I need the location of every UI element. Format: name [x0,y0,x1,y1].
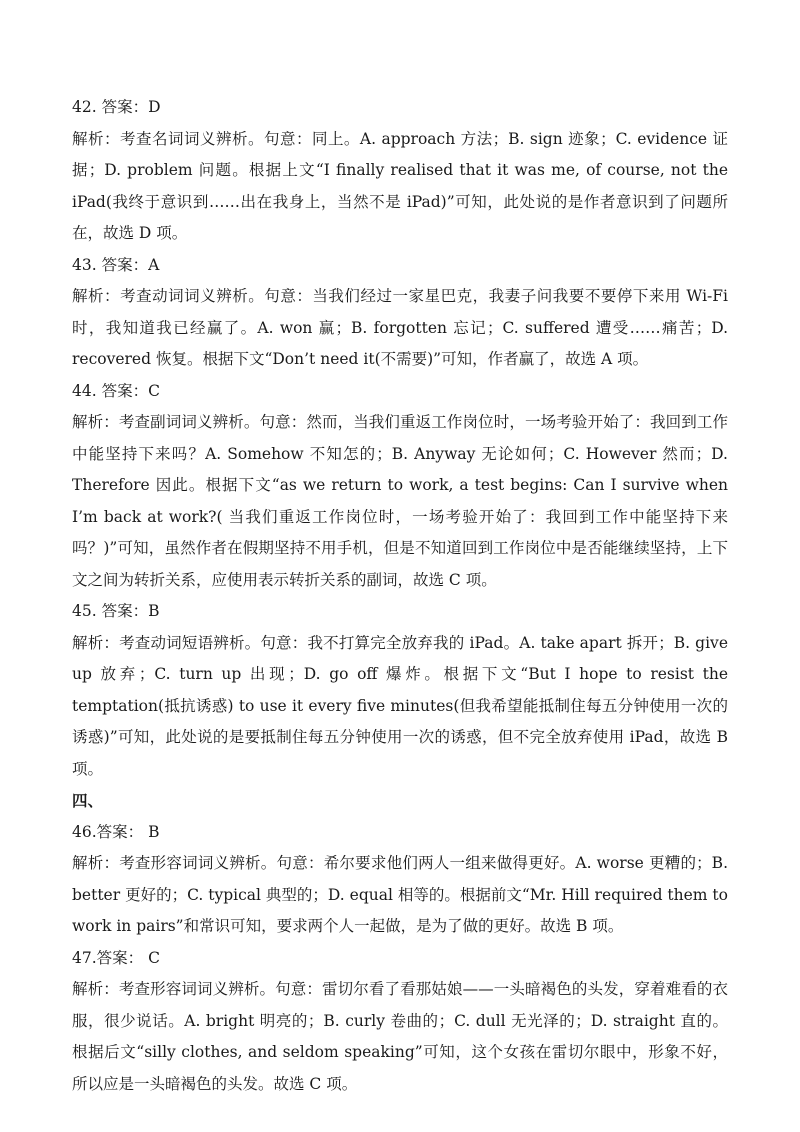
analysis-text: 解析：考查副词词义辨析。句意：然而，当我们重返工作岗位时，一场考验开始了：我回到工作中能坚持下来吗？A. Somehow 不知怎的；B. Anyway 无论如何；C. However 然而；D. Therefore 因此。根据下文“as we return to work, a test begins: Can I survive when I’m back at work?( 当我们重返工作岗位时，一场考验开始了：我回到工作中能坚持下来吗？)”可知，虽然作者在假期坚持不用手机，但是不知道回到工作岗位中是否能继续坚持，上下文之间为转折关系，应使用表示转折关系的副词，故选 C 项。 [72,413,728,589]
answer-line: 44. 答案：C [72,381,160,400]
analysis-text: 解析：考查动词短语辨析。句意：我不打算完全放弃我的 iPad。A. take apart 拆开；B. give up 放弃；C. turn up 出现；D. go off 爆炸。根据下文“But I hope to resist the temptation(抵抗诱惑) to use it every five minutes(但我希望能抵制住每五分钟使用一次的诱惑)”可知，此处说的是要抵制住每五分钟使用一次的诱惑，但不完全放弃使用 iPad，故选 B 项。 [72,633,728,778]
document-page [72,92,728,1100]
analysis-text: 解析：考查名词词义辨析。句意：同上。A. approach 方法；B. sign 迹象；C. evidence 证据；D. problem 问题。根据上文“I finally realised that it was me, of course, not the iPad(我终于意识到……出在我身上，当然不是 iPad)”可知，此处说的是作者意识到了问题所在，故选 D 项。 [72,129,728,242]
answer-item-45 [72,596,728,785]
analysis-text: 解析：考查形容词词义辨析。句意：希尔要求他们两人一组来做得更好。A. worse 更糟的；B. better 更好的；C. typical 典型的；D. equal 相等的。根据前文“Mr. Hill required them to work in pairs”和常识可知，要求两个人一起做，是为了做的更好。故选 B 项。 [72,854,728,935]
answer-item-47 [72,943,728,1101]
answer-line: 47.答案： C [72,948,160,967]
analysis-text: 解析：考查形容词词义辨析。句意：雷切尔看了看那姑娘——一头暗褐色的头发，穿着难看的衣服，很少说话。A. bright 明亮的；B. curly 卷曲的；C. dull 无光泽的；D. straight 直的。根据后文“silly clothes, and seldom speaking”可知，这个女孩在雷切尔眼中，形象不好，所以应是一头暗褐色的头发。故选 C 项。 [72,980,728,1093]
section-heading: 四、 [72,791,104,810]
answer-line: 43. 答案：A [72,255,160,274]
answer-line: 46.答案： B [72,822,160,841]
answer-item-46 [72,817,728,943]
analysis-text: 解析：考查动词词义辨析。句意：当我们经过一家星巴克，我妻子问我要不要停下来用 Wi-Fi 时，我知道我已经赢了。A. won 赢；B. forgotten 忘记；C. suffered 遭受……痛苦；D. recovered 恢复。根据下文“Don’t need it(不需要)”可知，作者赢了，故选 A 项。 [72,287,728,368]
answer-line: 45. 答案：B [72,602,160,620]
answer-item-43 [72,250,728,376]
answer-item-44 [72,376,728,597]
answer-line: 42. 答案：D [72,98,161,116]
answer-item-42 [72,92,728,250]
